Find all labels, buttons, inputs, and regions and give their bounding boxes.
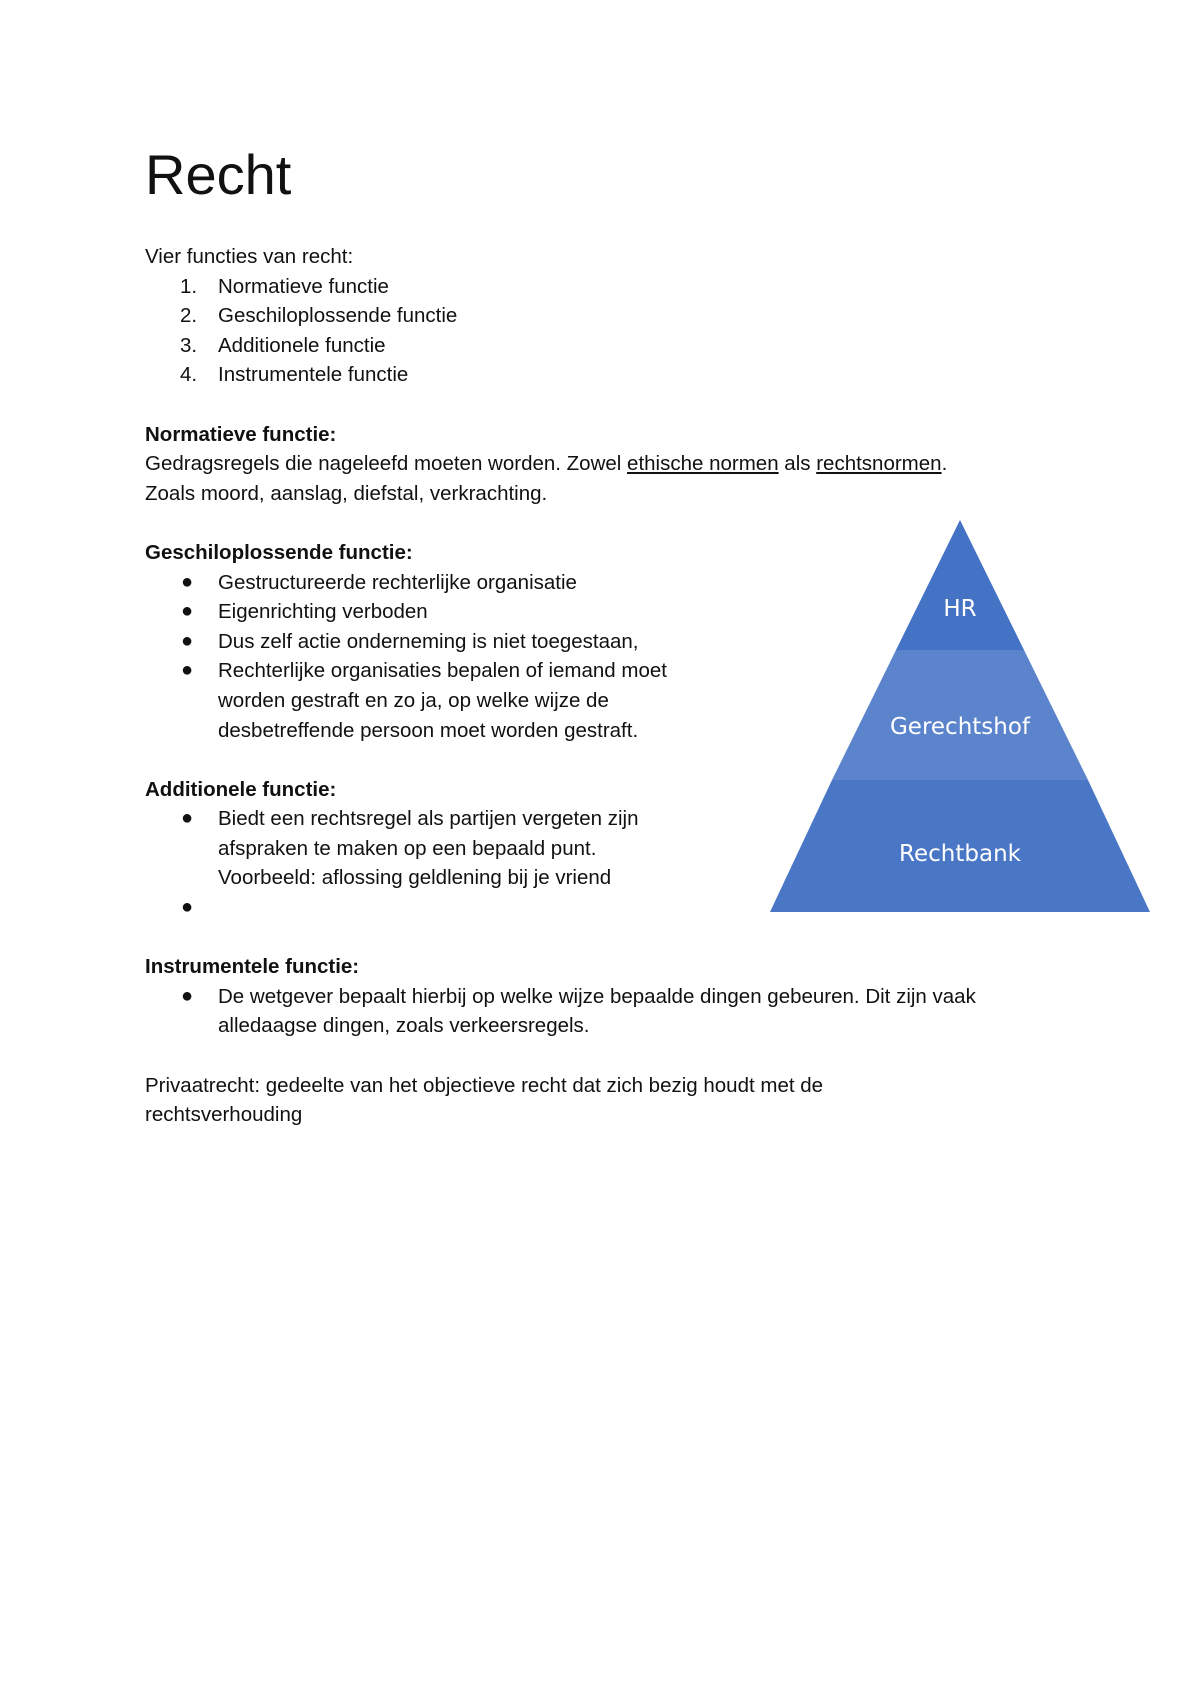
list-item-label: Additionele functie — [218, 333, 386, 357]
pyramid-label-rechtbank: Rechtbank — [899, 841, 1021, 867]
pyramid-level-top — [896, 520, 1024, 650]
section-heading-instrumenteel: Instrumentele functie: — [145, 955, 360, 979]
page-title: Recht — [145, 143, 292, 206]
bullet-text: De wetgever bepaalt hierbij op welke wijze bepaalde dingen gebeuren. Dit zijn vaak alledaagse dingen, zoals verkeersregels. — [218, 984, 976, 1038]
bullet-item — [145, 804, 705, 893]
bullet-icon: ● — [181, 984, 194, 1007]
spacer — [145, 923, 1045, 953]
bullet-text: Rechterlijke organisaties bepalen of iemand moet worden gestraft en zo ja, op welke wijze de desbetreffende persoon moet worden gestraft. — [218, 659, 667, 742]
bullet-icon: ● — [181, 807, 194, 830]
bullet-item — [145, 656, 705, 745]
privaatrecht-definition: Privaatrecht: gedeelte van het objectieve recht dat zich bezig houdt met de rechtsverhouding — [145, 1073, 824, 1127]
list-item-label: Normatieve functie — [218, 274, 389, 298]
court-hierarchy-pyramid — [770, 520, 1150, 912]
bullet-icon: ● — [181, 659, 194, 682]
bullet-icon: ● — [181, 896, 194, 919]
pyramid-label-gerechtshof: Gerechtshof — [889, 714, 1031, 740]
section-heading-geschil: Geschiloplossende functie: — [145, 540, 413, 564]
bullet-icon: ● — [181, 629, 194, 652]
bullet-icon: ● — [181, 600, 194, 623]
list-item — [145, 331, 1045, 361]
bullet-text: Biedt een rechtsregel als partijen vergeten zijn afspraken te maken op een bepaald punt. — [218, 807, 639, 860]
ethische-normen-link: ethische normen — [627, 452, 779, 476]
normatief-text-mid: als — [778, 452, 817, 476]
pyramid-label-hr: HR — [943, 596, 977, 622]
section-heading-normatief: Normatieve functie: — [145, 422, 337, 446]
bullet-item — [145, 627, 705, 657]
list-item — [145, 301, 1045, 331]
bullet-icon: ● — [181, 570, 194, 593]
rechtsnormen-link: rechtsnormen — [816, 452, 942, 476]
spacer — [145, 390, 1045, 420]
bullet-text: Gestructureerde rechterlijke organisatie — [218, 570, 577, 594]
list-number: 1. — [180, 274, 198, 298]
list-item-label: Geschiloplossende functie — [218, 304, 458, 328]
geschil-bullet-list — [145, 568, 705, 746]
functions-list — [145, 272, 1045, 390]
bullet-item — [145, 893, 705, 923]
bullet-text: Dus zelf actie onderneming is niet toegestaan, — [218, 629, 639, 653]
pyramid-graphic — [770, 520, 1150, 912]
bullet-text — [218, 896, 224, 919]
bullet-item — [145, 568, 705, 598]
intro-text: Vier functies van recht: — [145, 245, 354, 268]
bullet-item — [145, 982, 1045, 1041]
list-number: 2. — [180, 304, 198, 328]
section-heading-additioneel: Additionele functie: — [145, 777, 337, 801]
bullet-text-continuation: Voorbeeld: aflossing geldlening bij je vriend — [218, 866, 612, 890]
normatief-text-after: . — [941, 452, 948, 476]
bullet-item — [145, 597, 705, 627]
list-item — [145, 272, 1045, 302]
additioneel-bullet-list — [145, 804, 705, 922]
spacer — [145, 1041, 1045, 1071]
instrumenteel-bullet-list — [145, 982, 1045, 1041]
normatief-text — [145, 449, 1045, 479]
list-number: 4. — [180, 363, 198, 387]
list-number: 3. — [180, 333, 198, 357]
normatief-examples: Zoals moord, aanslag, diefstal, verkrachting. — [145, 481, 548, 505]
list-item — [145, 360, 1045, 390]
bullet-text: Eigenrichting verboden — [218, 600, 428, 624]
normatief-text-before: Gedragsregels die nageleefd moeten worden. Zowel — [145, 452, 628, 476]
list-item-label: Instrumentele functie — [218, 363, 409, 387]
